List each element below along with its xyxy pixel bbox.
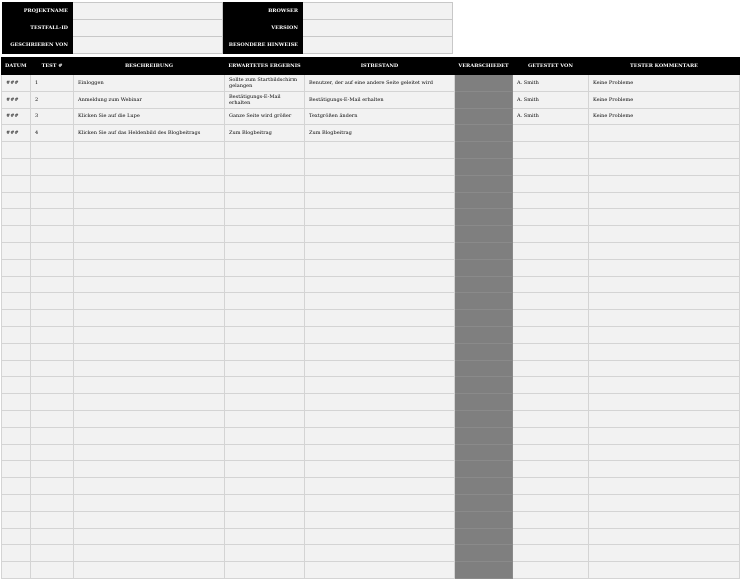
cell-tested-by[interactable] [513, 192, 589, 209]
cell-test-number[interactable] [31, 410, 74, 427]
cell-description[interactable] [74, 142, 225, 159]
testcase-id-label: TESTFALL-ID [3, 20, 73, 37]
cell-test-number[interactable] [31, 545, 74, 562]
cell-tester-comments[interactable] [589, 293, 740, 310]
table-row [2, 293, 740, 310]
cell-date[interactable] [2, 293, 31, 310]
cell-tested-by[interactable] [513, 242, 589, 259]
cell-expected-result[interactable] [225, 410, 305, 427]
cell-description[interactable] [74, 511, 225, 528]
cell-tester-comments[interactable] [589, 192, 740, 209]
cell-test-number[interactable]: 4 [31, 125, 74, 142]
cell-expected-result[interactable] [225, 293, 305, 310]
cell-actual-result[interactable] [305, 377, 455, 394]
column-header-test-number: TEST # [31, 58, 74, 75]
cell-passed[interactable] [455, 276, 513, 293]
cell-description[interactable] [74, 158, 225, 175]
cell-passed[interactable] [455, 410, 513, 427]
cell-date[interactable]: ### [2, 75, 31, 92]
cell-expected-result[interactable] [225, 226, 305, 243]
notes-label: BESONDERE HINWEISE [223, 37, 303, 54]
cell-tester-comments[interactable]: Keine Probleme [589, 75, 740, 92]
cell-test-number[interactable] [31, 242, 74, 259]
cell-test-number[interactable] [31, 343, 74, 360]
cell-date[interactable] [2, 209, 31, 226]
table-row [2, 494, 740, 511]
cell-test-number[interactable] [31, 326, 74, 343]
cell-tested-by[interactable] [513, 444, 589, 461]
table-row [2, 511, 740, 528]
cell-tested-by[interactable] [513, 175, 589, 192]
cell-passed[interactable] [455, 511, 513, 528]
cell-date[interactable] [2, 410, 31, 427]
cell-actual-result[interactable]: Zum Blogbeitrag [305, 125, 455, 142]
cell-passed[interactable] [455, 175, 513, 192]
cell-actual-result[interactable] [305, 142, 455, 159]
table-row [2, 326, 740, 343]
cell-description[interactable] [74, 310, 225, 327]
cell-tested-by[interactable] [513, 343, 589, 360]
cell-tester-comments[interactable] [589, 545, 740, 562]
cell-date[interactable]: ### [2, 91, 31, 108]
cell-tested-by[interactable]: A. Smith [513, 75, 589, 92]
cell-test-number[interactable] [31, 175, 74, 192]
cell-passed[interactable] [455, 192, 513, 209]
cell-passed[interactable] [455, 158, 513, 175]
cell-tested-by[interactable] [513, 427, 589, 444]
cell-description[interactable] [74, 545, 225, 562]
cell-description[interactable] [74, 175, 225, 192]
cell-tester-comments[interactable] [589, 276, 740, 293]
table-row [2, 108, 740, 125]
cell-passed[interactable] [455, 461, 513, 478]
table-row [2, 478, 740, 495]
column-header-tester-comments: TESTER KOMMENTARE [589, 58, 740, 75]
browser-field[interactable] [303, 3, 453, 20]
cell-actual-result[interactable] [305, 444, 455, 461]
cell-tester-comments[interactable] [589, 478, 740, 495]
cell-actual-result[interactable] [305, 562, 455, 579]
table-row [2, 91, 740, 108]
cell-passed[interactable] [455, 377, 513, 394]
cell-date[interactable] [2, 444, 31, 461]
table-row [2, 377, 740, 394]
cell-date[interactable]: ### [2, 125, 31, 142]
cell-test-number[interactable] [31, 427, 74, 444]
cell-actual-result[interactable] [305, 528, 455, 545]
cell-description[interactable]: Anmeldung zum Webinar [74, 91, 225, 108]
cell-passed[interactable] [455, 310, 513, 327]
cell-tested-by[interactable] [513, 478, 589, 495]
cell-date[interactable] [2, 377, 31, 394]
cell-description[interactable]: Klicken Sie auf die Lupe [74, 108, 225, 125]
cell-tested-by[interactable] [513, 293, 589, 310]
cell-tested-by[interactable] [513, 528, 589, 545]
table-row [2, 192, 740, 209]
cell-expected-result[interactable] [225, 545, 305, 562]
cell-tested-by[interactable] [513, 276, 589, 293]
cell-date[interactable] [2, 158, 31, 175]
cell-tested-by[interactable] [513, 125, 589, 142]
column-header-date: DATUM [2, 58, 31, 75]
cell-actual-result[interactable] [305, 175, 455, 192]
cell-expected-result[interactable]: Bestätigungs-E-Mail erhalten [225, 91, 305, 108]
written-by-field[interactable] [73, 37, 223, 54]
table-row [2, 394, 740, 411]
cell-passed[interactable] [455, 75, 513, 92]
column-header-description: BESCHREIBUNG [74, 58, 225, 75]
cell-expected-result[interactable] [225, 142, 305, 159]
table-row [2, 242, 740, 259]
cell-expected-result[interactable] [225, 444, 305, 461]
cell-description[interactable] [74, 226, 225, 243]
cell-expected-result[interactable] [225, 192, 305, 209]
cell-date[interactable] [2, 511, 31, 528]
cell-description[interactable] [74, 293, 225, 310]
cell-tested-by[interactable]: A. Smith [513, 91, 589, 108]
cell-passed[interactable] [455, 259, 513, 276]
table-row [2, 528, 740, 545]
cell-date[interactable] [2, 242, 31, 259]
cell-test-number[interactable] [31, 158, 74, 175]
cell-description[interactable] [74, 562, 225, 579]
cell-expected-result[interactable]: Ganze Seite wird größer [225, 108, 305, 125]
cell-actual-result[interactable] [305, 511, 455, 528]
cell-description[interactable] [74, 444, 225, 461]
cell-test-number[interactable] [31, 209, 74, 226]
table-row [2, 360, 740, 377]
cell-description[interactable] [74, 276, 225, 293]
cell-date[interactable]: ### [2, 108, 31, 125]
cell-actual-result[interactable] [305, 343, 455, 360]
cell-description[interactable] [74, 427, 225, 444]
table-row [2, 142, 740, 159]
cell-tester-comments[interactable] [589, 326, 740, 343]
cell-date[interactable] [2, 394, 31, 411]
cell-passed[interactable] [455, 108, 513, 125]
cell-tester-comments[interactable] [589, 125, 740, 142]
column-header-actual-result: ISTBESTAND [305, 58, 455, 75]
table-row [2, 259, 740, 276]
cell-tested-by[interactable] [513, 209, 589, 226]
cell-test-number[interactable] [31, 394, 74, 411]
column-header-tested-by: GETESTET VON [513, 58, 589, 75]
cell-description[interactable]: Klicken Sie auf das Heldenbild des Blogbeitrags [74, 125, 225, 142]
cell-tested-by[interactable] [513, 394, 589, 411]
cell-tester-comments[interactable] [589, 461, 740, 478]
test-info-table [2, 2, 453, 54]
cell-tested-by[interactable] [513, 310, 589, 327]
written-by-label: GESCHRIEBEN VON [3, 37, 73, 54]
test-cases-table [1, 57, 740, 579]
cell-date[interactable] [2, 427, 31, 444]
cell-test-number[interactable] [31, 461, 74, 478]
cell-actual-result[interactable] [305, 494, 455, 511]
project-name-label: PROJEKTNAME [3, 3, 73, 20]
cell-test-number[interactable] [31, 142, 74, 159]
cell-tested-by[interactable] [513, 158, 589, 175]
table-row [2, 427, 740, 444]
cell-expected-result[interactable] [225, 326, 305, 343]
version-field[interactable] [303, 20, 453, 37]
cell-description[interactable] [74, 192, 225, 209]
cell-description[interactable] [74, 242, 225, 259]
cell-description[interactable] [74, 377, 225, 394]
cell-passed[interactable] [455, 242, 513, 259]
cell-date[interactable] [2, 326, 31, 343]
cell-passed[interactable] [455, 209, 513, 226]
cell-expected-result[interactable] [225, 427, 305, 444]
cell-tester-comments[interactable] [589, 494, 740, 511]
cell-test-number[interactable] [31, 528, 74, 545]
cell-test-number[interactable] [31, 478, 74, 495]
cell-expected-result[interactable] [225, 528, 305, 545]
cell-tested-by[interactable] [513, 377, 589, 394]
cell-test-number[interactable] [31, 226, 74, 243]
cell-tester-comments[interactable] [589, 427, 740, 444]
cell-expected-result[interactable] [225, 158, 305, 175]
cell-expected-result[interactable] [225, 478, 305, 495]
cell-date[interactable] [2, 175, 31, 192]
cell-expected-result[interactable] [225, 175, 305, 192]
cell-actual-result[interactable] [305, 158, 455, 175]
cell-tested-by[interactable] [513, 461, 589, 478]
cell-passed[interactable] [455, 528, 513, 545]
cell-tested-by[interactable] [513, 142, 589, 159]
table-row [2, 461, 740, 478]
cell-expected-result[interactable] [225, 494, 305, 511]
cell-actual-result[interactable] [305, 545, 455, 562]
cell-expected-result[interactable] [225, 209, 305, 226]
cell-expected-result[interactable]: Zum Blogbeitrag [225, 125, 305, 142]
cell-tester-comments[interactable] [589, 158, 740, 175]
cell-test-number[interactable] [31, 377, 74, 394]
cell-tested-by[interactable] [513, 494, 589, 511]
cell-expected-result[interactable] [225, 511, 305, 528]
cell-passed[interactable] [455, 394, 513, 411]
table-row [2, 125, 740, 142]
cell-tester-comments[interactable] [589, 377, 740, 394]
cell-tester-comments[interactable] [589, 259, 740, 276]
table-header-row [2, 58, 740, 75]
cell-actual-result[interactable] [305, 360, 455, 377]
cell-description[interactable] [74, 461, 225, 478]
cell-actual-result[interactable] [305, 394, 455, 411]
cell-test-number[interactable]: 3 [31, 108, 74, 125]
cell-test-number[interactable] [31, 511, 74, 528]
cell-date[interactable] [2, 226, 31, 243]
cell-expected-result[interactable] [225, 242, 305, 259]
cell-passed[interactable] [455, 478, 513, 495]
cell-date[interactable] [2, 259, 31, 276]
cell-expected-result[interactable] [225, 343, 305, 360]
table-row [2, 209, 740, 226]
column-header-passed: VERABSCHIEDET [455, 58, 513, 75]
cell-date[interactable] [2, 192, 31, 209]
cell-tester-comments[interactable] [589, 410, 740, 427]
cell-tester-comments[interactable] [589, 242, 740, 259]
cell-tester-comments[interactable] [589, 562, 740, 579]
cell-tested-by[interactable] [513, 259, 589, 276]
cell-description[interactable] [74, 209, 225, 226]
cell-tester-comments[interactable] [589, 343, 740, 360]
cell-passed[interactable] [455, 444, 513, 461]
version-label: VERSION [223, 20, 303, 37]
cell-actual-result[interactable]: Textgrößen ändern [305, 108, 455, 125]
cell-tested-by[interactable] [513, 410, 589, 427]
cell-actual-result[interactable] [305, 410, 455, 427]
cell-actual-result[interactable] [305, 209, 455, 226]
table-row [2, 276, 740, 293]
cell-tester-comments[interactable] [589, 226, 740, 243]
cell-date[interactable] [2, 142, 31, 159]
testcase-id-field[interactable] [73, 20, 223, 37]
cell-date[interactable] [2, 360, 31, 377]
cell-actual-result[interactable] [305, 293, 455, 310]
cell-passed[interactable] [455, 494, 513, 511]
cell-passed[interactable] [455, 343, 513, 360]
cell-description[interactable]: Einloggen [74, 75, 225, 92]
cell-tested-by[interactable] [513, 511, 589, 528]
cell-tester-comments[interactable] [589, 310, 740, 327]
cell-test-number[interactable] [31, 293, 74, 310]
cell-test-number[interactable] [31, 276, 74, 293]
cell-date[interactable] [2, 545, 31, 562]
cell-tester-comments[interactable] [589, 209, 740, 226]
cell-passed[interactable] [455, 125, 513, 142]
cell-test-number[interactable]: 1 [31, 75, 74, 92]
cell-passed[interactable] [455, 142, 513, 159]
cell-description[interactable] [74, 259, 225, 276]
cell-actual-result[interactable] [305, 326, 455, 343]
cell-actual-result[interactable] [305, 226, 455, 243]
table-row [2, 444, 740, 461]
cell-tester-comments[interactable] [589, 360, 740, 377]
cell-expected-result[interactable] [225, 276, 305, 293]
cell-passed[interactable] [455, 545, 513, 562]
cell-actual-result[interactable] [305, 276, 455, 293]
cell-actual-result[interactable] [305, 310, 455, 327]
cell-test-number[interactable]: 2 [31, 91, 74, 108]
cell-expected-result[interactable] [225, 259, 305, 276]
cell-description[interactable] [74, 528, 225, 545]
cell-tester-comments[interactable] [589, 444, 740, 461]
table-row [2, 175, 740, 192]
cell-actual-result[interactable] [305, 192, 455, 209]
cell-passed[interactable] [455, 91, 513, 108]
cell-tested-by[interactable]: A. Smith [513, 108, 589, 125]
cell-date[interactable] [2, 310, 31, 327]
cell-test-number[interactable] [31, 444, 74, 461]
cell-test-number[interactable] [31, 494, 74, 511]
cell-tester-comments[interactable] [589, 511, 740, 528]
cell-description[interactable] [74, 343, 225, 360]
cell-tester-comments[interactable] [589, 394, 740, 411]
cell-description[interactable] [74, 326, 225, 343]
cell-tester-comments[interactable]: Keine Probleme [589, 91, 740, 108]
column-header-expected-result: ERWARTETES ERGEBNIS [225, 58, 305, 75]
cell-tester-comments[interactable] [589, 142, 740, 159]
cell-description[interactable] [74, 478, 225, 495]
table-row [2, 545, 740, 562]
cell-tested-by[interactable] [513, 360, 589, 377]
cell-actual-result[interactable] [305, 259, 455, 276]
cell-test-number[interactable] [31, 360, 74, 377]
cell-tester-comments[interactable] [589, 175, 740, 192]
cell-expected-result[interactable] [225, 562, 305, 579]
table-row [2, 310, 740, 327]
cell-passed[interactable] [455, 562, 513, 579]
cell-description[interactable] [74, 394, 225, 411]
cell-actual-result[interactable] [305, 427, 455, 444]
cell-passed[interactable] [455, 226, 513, 243]
cell-expected-result[interactable] [225, 360, 305, 377]
cell-actual-result[interactable] [305, 242, 455, 259]
cell-expected-result[interactable]: Sollte zum Startbildschirm gelangen [225, 75, 305, 92]
cell-test-number[interactable] [31, 310, 74, 327]
cell-actual-result[interactable] [305, 461, 455, 478]
cell-date[interactable] [2, 343, 31, 360]
cell-actual-result[interactable]: Bestätigungs-E-Mail erhalten [305, 91, 455, 108]
table-row [2, 410, 740, 427]
cell-date[interactable] [2, 528, 31, 545]
cell-passed[interactable] [455, 427, 513, 444]
cell-tested-by[interactable] [513, 226, 589, 243]
cell-date[interactable] [2, 461, 31, 478]
cell-expected-result[interactable] [225, 394, 305, 411]
cell-expected-result[interactable] [225, 377, 305, 394]
table-row [2, 343, 740, 360]
cell-tester-comments[interactable]: Keine Probleme [589, 108, 740, 125]
cell-tested-by[interactable] [513, 326, 589, 343]
cell-passed[interactable] [455, 293, 513, 310]
project-name-field[interactable] [73, 3, 223, 20]
cell-actual-result[interactable]: Benutzer, der auf eine andere Seite geleitet wird [305, 75, 455, 92]
cell-passed[interactable] [455, 360, 513, 377]
cell-description[interactable] [74, 410, 225, 427]
cell-tester-comments[interactable] [589, 528, 740, 545]
table-row [2, 75, 740, 92]
cell-expected-result[interactable] [225, 310, 305, 327]
cell-date[interactable] [2, 478, 31, 495]
table-row [2, 226, 740, 243]
cell-expected-result[interactable] [225, 461, 305, 478]
cell-test-number[interactable] [31, 192, 74, 209]
browser-label: BROWSER [223, 3, 303, 20]
table-row [2, 158, 740, 175]
cell-description[interactable] [74, 494, 225, 511]
cell-date[interactable] [2, 494, 31, 511]
cell-date[interactable] [2, 276, 31, 293]
cell-tested-by[interactable] [513, 562, 589, 579]
cell-tested-by[interactable] [513, 545, 589, 562]
cell-test-number[interactable] [31, 259, 74, 276]
cell-description[interactable] [74, 360, 225, 377]
notes-field[interactable] [303, 37, 453, 54]
cell-test-number[interactable] [31, 562, 74, 579]
cell-actual-result[interactable] [305, 478, 455, 495]
cell-passed[interactable] [455, 326, 513, 343]
table-row [2, 562, 740, 579]
cell-date[interactable] [2, 562, 31, 579]
